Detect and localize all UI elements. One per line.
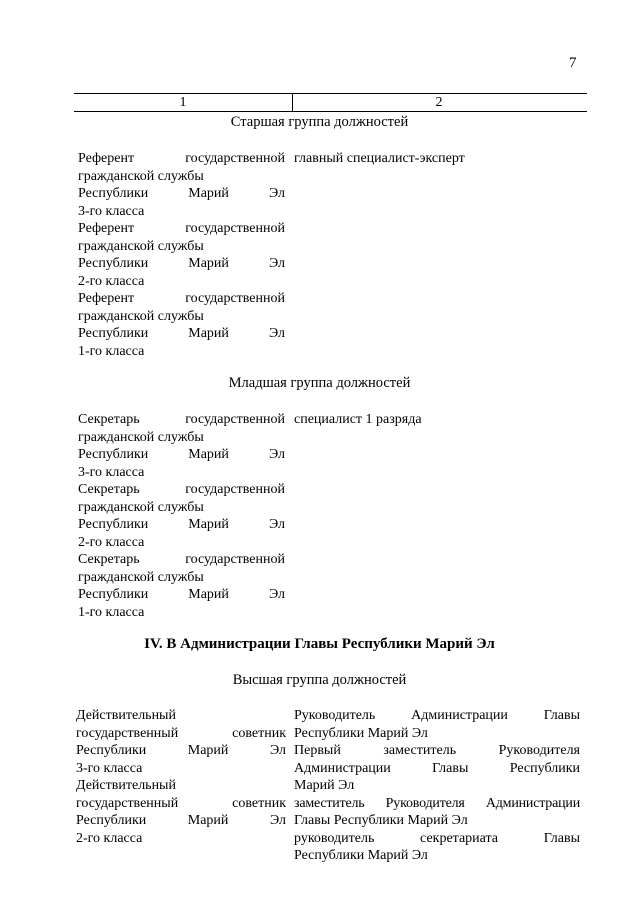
position-line: Республики Марий Эл (76, 743, 286, 758)
highest-group-title: Высшая группа должностей (232, 672, 407, 688)
position-line: 1-го класса (78, 343, 145, 359)
position-line: Республики Марий Эл (78, 326, 285, 341)
junior-left-cell (78, 411, 285, 621)
section-iv-left-cell (76, 707, 286, 847)
table-top-rule (74, 93, 587, 94)
position-line: гражданской службы (78, 308, 204, 324)
position-line: Референт государственной (78, 291, 285, 306)
position-line: Референт государственной (78, 151, 285, 166)
position-title-line: Республики Марий Эл (294, 848, 428, 863)
position-line: Действительный (76, 778, 176, 793)
position-line: 2-го класса (78, 273, 145, 289)
position-line: Республики Марий Эл (78, 587, 285, 602)
position-line: государственный советник (76, 725, 286, 741)
position-title-line: руководитель секретариата Главы (294, 830, 580, 846)
position-title-line: заместитель Руководителя Администрации (294, 795, 580, 811)
section-iv-title: IV. В Администрации Главы Республики Марий Эл (144, 636, 495, 652)
position-line: 3-го класса (78, 203, 145, 219)
position-line: гражданской службы (78, 499, 204, 515)
column-2-number: 2 (435, 95, 443, 110)
position-line: 3-го класса (76, 760, 143, 776)
position-title-line: Марий Эл (294, 778, 355, 793)
position-line: Республики Марий Эл (78, 256, 285, 271)
senior-group-title: Старшая группа должностей (230, 114, 409, 130)
position-title-line: Руководитель Администрации Главы (294, 708, 580, 723)
position-line: гражданской службы (78, 168, 204, 184)
position-line: Секретарь государственной (78, 482, 285, 497)
page-number: 7 (569, 55, 577, 71)
position-line: Республики Марий Эл (78, 186, 285, 201)
junior-right-cell (294, 411, 580, 429)
section-iv-right-cell (294, 707, 580, 865)
column-1-number: 1 (179, 95, 187, 110)
position-title-line: Администрации Главы Республики (294, 760, 580, 776)
position-line: государственный советник (76, 795, 286, 811)
table-header-rule (74, 111, 587, 112)
position-line: гражданской службы (78, 238, 204, 254)
senior-left-cell (78, 150, 285, 360)
position-line: гражданской службы (78, 429, 204, 445)
position-title: специалист 1 разряда (294, 412, 422, 427)
position-line: Референт государственной (78, 221, 285, 236)
position-line: 2-го класса (76, 830, 143, 846)
position-line: Республики Марий Эл (76, 813, 286, 828)
position-line: Секретарь государственной (78, 552, 285, 567)
table-column-divider (292, 93, 293, 112)
senior-right-cell (294, 150, 580, 168)
position-line: Республики Марий Эл (78, 517, 285, 532)
position-title-line: Республики Марий Эл (294, 725, 428, 741)
junior-group-title: Младшая группа должностей (228, 375, 411, 391)
position-line: Действительный (76, 708, 176, 723)
position-title: главный специалист-эксперт (294, 151, 465, 166)
position-line: 2-го класса (78, 534, 145, 550)
position-title-line: Первый заместитель Руководителя (294, 743, 580, 758)
position-line: 1-го класса (78, 604, 145, 620)
position-line: Республики Марий Эл (78, 447, 285, 462)
position-line: 3-го класса (78, 464, 145, 480)
position-line: гражданской службы (78, 569, 204, 585)
position-title-line: Главы Республики Марий Эл (294, 813, 468, 828)
position-line: Секретарь государственной (78, 412, 285, 427)
